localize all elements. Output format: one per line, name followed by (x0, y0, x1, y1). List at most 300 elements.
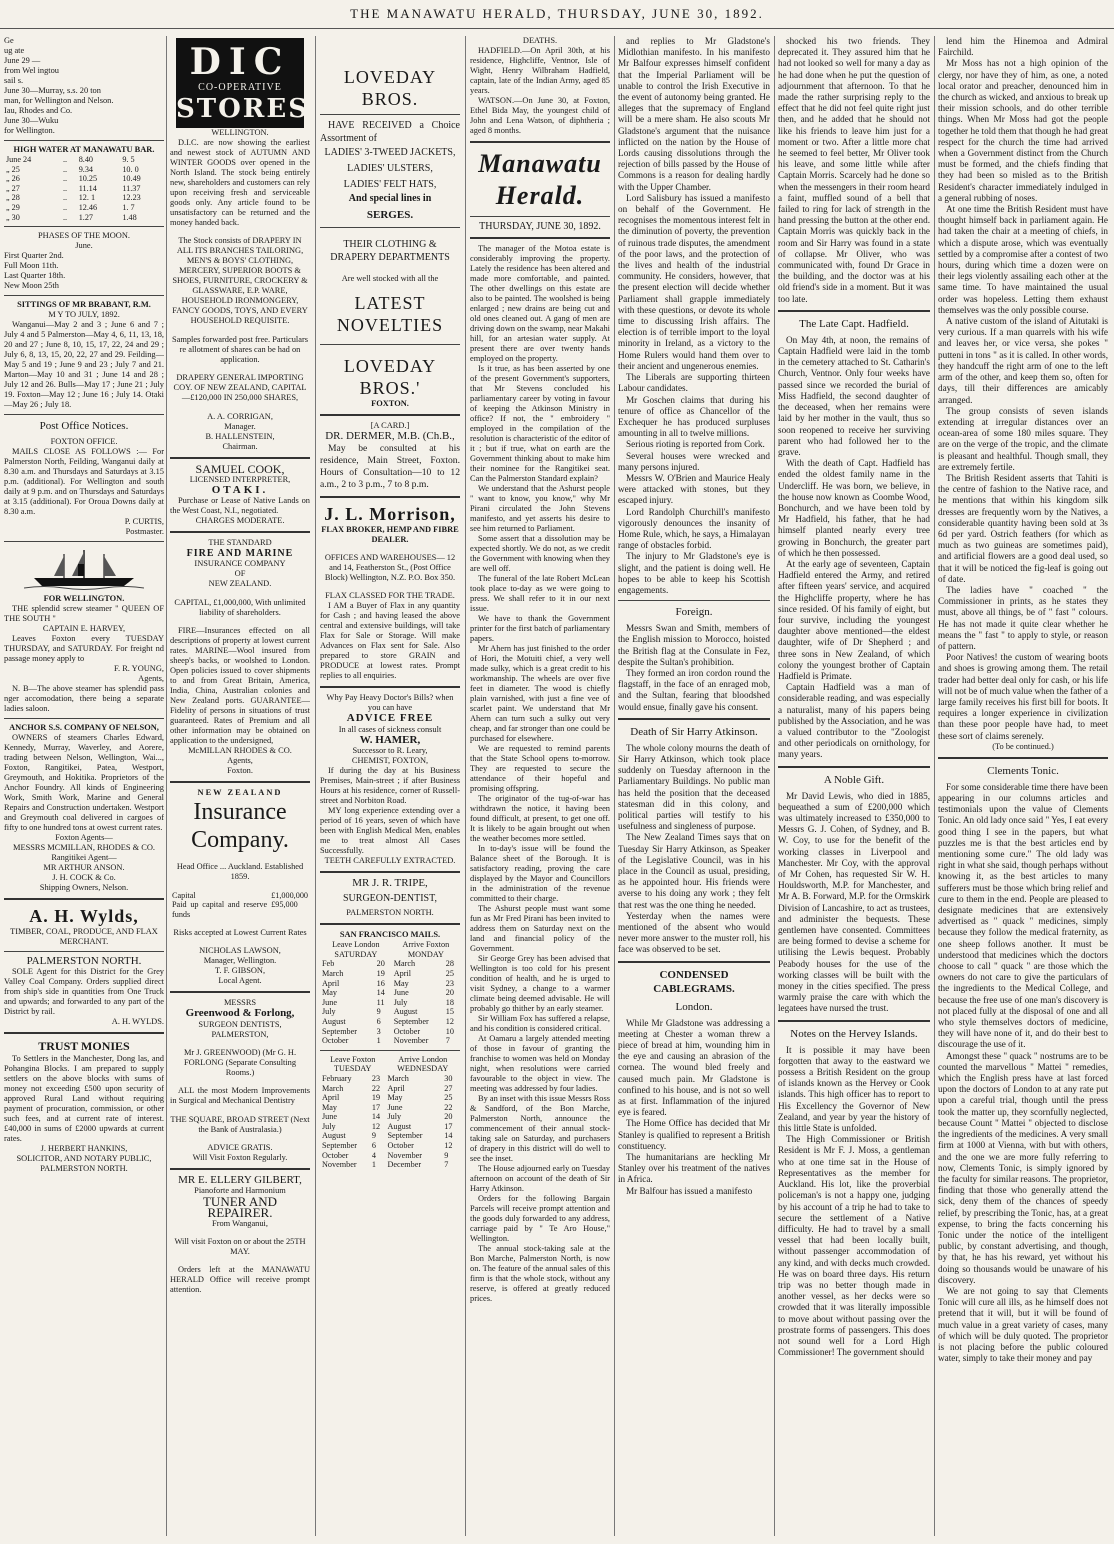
paper-date: THURSDAY, JUNE 30, 1892. (479, 221, 601, 232)
hervey-continued (938, 36, 1108, 742)
column-2 (170, 36, 310, 1536)
queen-agent-name: F. R. YOUNG, (114, 664, 164, 674)
table-cell: March (387, 1073, 409, 1083)
table-cell: June (387, 1102, 403, 1112)
moon-phase-line: Last Quarter 18th. (4, 271, 66, 281)
table-cell: May (322, 988, 338, 998)
column-4 (470, 36, 610, 1536)
fire-nz: NEW ZEALAND. (208, 579, 272, 589)
column-rule (774, 36, 775, 1536)
sf-mail-row (320, 1160, 460, 1170)
fire-sign-line: Agents, (227, 755, 253, 765)
queen-agent-title: Agents, (138, 674, 164, 684)
gilbert-big: TUNER AND REPAIRER. (202, 1194, 278, 1221)
dentist-subtitle: SURGEON DENTISTS, PALMERSTON, (198, 1019, 282, 1039)
moon-title: PHASES OF THE MOON. (38, 231, 130, 241)
paragraph: The Liberals are supporting thirteen Labour candidates. (618, 372, 770, 394)
tripe-place: PALMERSTON NORTH. (346, 908, 434, 918)
nzi-sign-line: NICHOLAS LAWSON, (199, 946, 281, 956)
sittings-subtitle: M Y TO JULY, 1892. (48, 310, 120, 320)
wylds-place: PALMERSTON NORTH. (26, 955, 142, 968)
loveday-latest: LATEST NOVELTIES (336, 293, 444, 336)
table-cell: 4 (371, 1150, 376, 1160)
table-cell: „ 30 (6, 212, 20, 222)
table-cell: 20 (376, 959, 385, 969)
paragraph: The Ashurst people must want some fun as Mr Fred Pirani has been invited to address them on Saturday next on the land and financial policy of the Government. (470, 904, 610, 954)
table-cell: .. (62, 202, 68, 212)
nzi-capital-row (170, 900, 310, 919)
dic-stock: The Stock consists of DRAPERY IN ALL ITS BRANCHES TAILORING, MEN'S & BOYS' CLOTHING, MERCERY, SUPERIOR BOOTS & SHOES, FURNITURE, CROCKERY & GLASSWARE, E.P. WARE, HOUSEHOLD IRONMONGERY, FANCY GOODS, TOYS, AND EVERY HOUSEHOLD REQUISITE. (172, 236, 308, 326)
loveday-departments: THEIR CLOTHING & DRAPERY DEPARTMENTS (330, 239, 450, 264)
dic-logo-letters: DIC (189, 41, 291, 83)
sf-head2-right: Arrive London WEDNESDAY (397, 1054, 449, 1074)
trust-sign (4, 1144, 164, 1174)
paragraph: The group consists of seven islands extending at irregular distances over an ocean-area of some 180 miles square. They are on the verge of the tropic, and the climate is pleasant and healthful. Though small, they are extremely fertile. (938, 405, 1108, 472)
table-cell: „ 29 (6, 202, 20, 212)
cook-place: OTAKI. (211, 483, 269, 496)
table-cell: October (387, 1141, 414, 1151)
table-cell: August (393, 1007, 418, 1017)
gilbert-from: From Wanganui, (212, 1218, 268, 1228)
table-cell: November (322, 1160, 357, 1170)
hamer-cases: In all cases of sickness consult (338, 724, 442, 734)
morrison-name: J. L. Morrison, (324, 503, 456, 524)
anchor-agent-line: MR ARTHUR ANSON. (43, 863, 125, 873)
sf-head2-left: Leave Foxton TUESDAY (330, 1054, 376, 1074)
table-cell: 18 (445, 997, 454, 1007)
wylds-sign: A. H. WYLDS. (111, 1017, 164, 1027)
table-cell: 20 (445, 988, 454, 998)
paragraph: Messrs W. O'Brien and Maurice Healy were attacked with stones, but they escaped injury. (618, 472, 770, 506)
table-cell: .. (62, 155, 68, 164)
table-cell: 17 (444, 1121, 453, 1131)
loveday-title-2: LOVEDAY BROS.' (343, 356, 437, 399)
paragraph: lend him the Hinemoa and Admiral Fairchild. (938, 36, 1108, 58)
table-cell: 27 (444, 1083, 453, 1093)
table-cell: 9. 5 (122, 155, 135, 164)
table-cell: August (322, 1131, 346, 1141)
table-cell: June (393, 988, 409, 998)
paragraph: The High Commissioner or British Resident is Mr F. J. Moss, a gentleman who at one time sat in the House of Representatives as the member for Auckland. His lot, like the proverbial policeman's is not a happy one, judging by his account of a trip he had to take to secure the settlement of a Native difficulty. He had to travel by a small vessel that had been locally built, without passenger accommodation of any kind, and with decks much crowded. He was on board three days. His return trip was no better though made in another vessel, as her decks were so crowded that it was literally impossible to move about without passing over the prostrate forms of passengers. This does not sound well for a Lord High Commissioner! The government should (778, 1134, 930, 1358)
wylds-name: A. H. Wylds, (29, 906, 139, 927)
hamer-text-2: MY long experience extending over a period of 16 years, seven of which have been with English Medical Men, enables me to treat almost All Cases Successfully. (320, 805, 460, 855)
dentist-text: ALL the most Modern Improvements in Surgical and Mechanical Dentistry (170, 1086, 310, 1106)
dic-place: WELLINGTON. (211, 128, 269, 137)
fire-sign (170, 746, 310, 776)
table-cell: 1.48 (122, 212, 137, 222)
moon-month: June. (75, 241, 93, 251)
cable-news (618, 1018, 770, 1197)
nzi-capital-table (170, 891, 310, 920)
gift-title: A Noble Gift. (823, 773, 885, 786)
column-rule (614, 36, 615, 1536)
table-cell: „ 27 (6, 183, 20, 193)
cook-text: Purchase or Lease of Native Lands on the West Coast, N.I., negotiated. (170, 495, 310, 515)
queen-title: FOR WELLINGTON. (43, 594, 125, 604)
table-cell: 12.23 (122, 193, 141, 203)
table-cell: 1 (371, 1160, 376, 1170)
column-7 (938, 36, 1108, 1536)
loveday-item: LADIES' 3-TWEED JACKETS, (324, 147, 456, 158)
fire-sign-line: McMILLAN RHODES & CO. (188, 745, 292, 755)
fire-text: FIRE—Insurances effected on all descriptions of property at lowest current rates. MARINE—Wool insured from sheep's backs, or woolshed to London. Open policies issued to cover shipments to and from Great Britain, America, India, China, Australian colonies and New Zealand ports. GUARANTEE—Fidelity of persons in situations of trust guaranteed. Rates of Premium and all other information may be obtained on application to the undersigned, (170, 625, 310, 745)
table-cell: April (322, 1093, 340, 1103)
table-cell: 12 (444, 1141, 453, 1151)
paragraph: and replies to Mr Gladstone's Midlothian manifesto. In his manifesto Mr Balfour expresses himself confident that the Imperial Parliament will be unable to control the Irish Executive in the event of autonomy being granted. He alleges that the supremacy of England will be a mere sham. He also scouts Mr Gladstone's argument that the nuisance inflicted on the nation by the House of Lords causing dissolutions through the rejection of bills passed by the House of Commons is a reason for dealing hardly with the Upper Chamber. (618, 36, 770, 192)
table-cell: £1,000,000 (271, 890, 308, 900)
anchor-title: ANCHOR S.S. COMPANY OF NELSON, (9, 723, 159, 733)
death-notice-2: WATSON.—On June 30, at Foxton, Ethel Bida May, the youngest child of John and Lena Watson, of diphtheria ; aged 8 months. (470, 96, 610, 135)
table-cell: 11 (376, 997, 385, 1007)
shipping-line: sail s. (4, 76, 24, 85)
gift-article (778, 791, 930, 1015)
column-1 (4, 36, 164, 1536)
paragraph: Serious rioting is reported from Cork. (626, 439, 765, 450)
hamer-advice: ADVICE FREE (346, 712, 434, 725)
wylds-text: SOLE Agent for this District for the Grey Valley Coal Company. Orders supplied direct from ship's side in quantities from One Truck and upwards; and forwarded to any part of the District by rail. (4, 967, 164, 1017)
atkinson-continued (778, 36, 930, 305)
table-cell: May (387, 1093, 403, 1103)
sf-mail-row (320, 988, 460, 998)
table-cell: .. (62, 174, 68, 184)
paragraph: They formed an iron cordon round the flagstaff, in the face of an enraged mob, and the Sultan, fearing that bloodshed would ensue, finally gave his consent. (618, 667, 770, 712)
table-cell: 30 (444, 1073, 453, 1083)
loveday-item: LADIES' FELT HATS, (343, 179, 437, 190)
table-cell: 25 (445, 968, 454, 978)
table-cell: 6 (376, 1016, 381, 1026)
anchor-agent-line: J. H. COCK & Co. (52, 873, 116, 883)
table-cell: April (322, 978, 340, 988)
table-cell: May (322, 1102, 338, 1112)
table-cell: October (322, 1036, 349, 1046)
sf-mail-row (320, 969, 460, 979)
table-cell: 1. 7 (122, 202, 135, 212)
table-cell: 7 (445, 1036, 450, 1046)
anchor-agent-line: Shipping Owners, Nelson. (39, 883, 129, 893)
post-office-subtitle: FOXTON OFFICE. (50, 437, 118, 447)
paragraph: Orders for the following Bargain Parcels will receive prompt attention and the goods duly forwarded to any address, carriage paid by " Te Aro House," Wellington. (470, 1194, 610, 1244)
moon-phase-line: First Quarter 2nd. (4, 251, 64, 261)
dic-samples: Samples forwarded post free. Particulars re allotment of shares can be had on application. (171, 334, 309, 364)
table-cell: 25 (444, 1093, 453, 1103)
paragraph: Lord Randolph Churchill's manifesto vigorously denounces the insanity of Home Rule, which, he says, a Himalayan range of obstacles forbid. (618, 506, 770, 551)
gilbert-text: Will visit Foxton on or about the 25TH MAY. (174, 1237, 306, 1257)
table-cell: October (393, 1026, 421, 1036)
morrison-office: OFFICES AND WAREHOUSES— 12 and 14, Featherston St., (Post Office Block) Wellington, N.Z. P.O. Box 350. (324, 553, 456, 582)
hamer-teeth: TEETH CAREFULLY EXTRACTED. (324, 855, 456, 865)
table-cell: June 24 (6, 155, 32, 164)
nzi-sign (170, 946, 310, 986)
paragraph: The British Resident asserts that Tahiti is the centre of fashion to the Native race, and he mentions that within his kingdom silk dresses are frequently worn by the Natives, a considerable quantity having been sold at 3s 6d per yard. Ostrich feathers (for which as much as two guineas are sometimes paid), and artificial flowers are a good deal used, so that it will be noticed the fig-leaf is going out of date. (938, 472, 1108, 584)
table-cell: Paid up capital and reserve funds (172, 900, 268, 919)
loveday-stocked: Are well stocked with all the (341, 274, 439, 284)
anchor-agent-line: MESSRS MCMILLAN, RHODES & CO. (13, 843, 155, 853)
shipping-line: June 29 — (4, 56, 41, 65)
paragraph: Lord Salisbury has issued a manifesto on behalf of the Government. He recognises the momentous interest felt in the diminution of poverty, the prevention of ruinous trade disputes, the amendment of the poor laws, and the protection of the lives and health of the industrial community. He considers, however, that the present election will decide whether Parliament shall grapple immediately with these questions, or devote its whole time to discussing Irish affairs. The election is of terrible import to the loyal minority in Ireland, as a victory to the Home Rulers would hand them over to their ancient and ungenerous enemies. (618, 192, 770, 371)
moon-phase-line: New Moon 25th (4, 281, 59, 291)
paragraph: shocked his two friends. They deprecated it. They assured him that he had not looked so well for many a day as he had done when he put the question of adjournment that afternoon. To that he made the rather surprising reply to the effect that he did not feel quite right just then, and he added that he should not like his friends to leave him just for a moment or two. After a little more chat he seemed to feel better, Mr Oliver took his leave, and some little while after Captain Morris. Scarcely had he done so when the messengers in their room heard a faint, muffled sound of a bell that failed to ring for lack of strength in the hand pressing the button at the other end. Captain Morris was quickly back in the room and Sir Harry was found in a state of collapse. Mr Oliver, who was communicated with, found Dr Grace in the building, and the doctor was at his old friend's side in a moment. But it was too late. (778, 36, 930, 304)
table-cell: September (393, 1016, 429, 1026)
table-cell: 8.40 (78, 155, 94, 164)
tide-row (4, 184, 164, 194)
dic-sign (170, 412, 310, 452)
table-cell: Capital (172, 890, 196, 900)
paragraph: Mr Ahern has just finished to the order of Hori, the Motuiti chief, a very well made sulky, which is a great credit to his workmanship. The wheels are over five feet in diameter. The wood is chiefly plain varnished, with just a fine vee of scarlet paint. We understand that Mr Ahern can turn such a sulky out very cheap, and far stronger than one could be purchased for elsewhere. (470, 644, 610, 744)
table-cell: 10.49 (122, 174, 141, 184)
sf-mail-row (320, 1151, 460, 1161)
paragraph: Yesterday when the names were mentioned of the absent who would never more answer to the muster roll, his face was observed to be set. (618, 910, 770, 955)
tide-row (4, 203, 164, 213)
table-cell: March (322, 1083, 344, 1093)
shipping-line: June 30—Wuku (4, 116, 59, 125)
deaths-title: DEATHS. (522, 36, 558, 45)
sf-mails-table-2 (320, 1055, 460, 1170)
anchor-agents (4, 833, 164, 893)
steamship-icon (24, 546, 144, 592)
paragraph: It is possible it may have been forgotten that away to the eastward we possess a British Resident on the group of islands known as the Hervey or Cook islands. This high officer has to report to His Excellency the Governor of New Zealand, and year by year the history of this little State is unfolded. (778, 1044, 930, 1134)
column-5 (618, 36, 770, 1536)
paragraph: Captain Hadfield was a man of considerable reading, and was especially a naturalist, many of his papers being published by the Association, and he was a valued contributor to the "Zoologist and other periodicals on ornithology, for many years. (778, 682, 930, 760)
nzi-big-title: Insurance Company. (191, 798, 289, 853)
loveday-text: HAVE RECEIVED a Choice Assortment of (320, 120, 460, 144)
nzi-sign-line: Local Agent. (218, 976, 262, 986)
atkinson-article (618, 743, 770, 956)
sf-head-right: Arrive Foxton MONDAY (402, 940, 450, 959)
tonic-article (938, 782, 1108, 1365)
paragraph: The Home Office has decided that Mr Stanley is qualified to represent a British constituency. (618, 1118, 770, 1151)
table-cell: October (322, 1150, 349, 1160)
shipping-line: from Wel ingtou (4, 66, 59, 75)
sf-mail-row (320, 998, 460, 1008)
gilbert-subtitle: Pianoforte and Harmonium (194, 1186, 286, 1196)
table-cell: £95,000 (271, 900, 298, 910)
trust-sign-line: J. HERBERT HANKINS, (40, 1144, 128, 1154)
dentist-advice: ADVICE GRATIS. (207, 1143, 273, 1153)
table-cell: 1 (376, 1036, 381, 1046)
shipping-line: man, for Wellington and Nelson. (4, 96, 114, 105)
paragraph: Some assert that a dissolution may be expected shortly. We do not, as we credit the Government with knowing when they are well off. (470, 534, 610, 574)
sf-head-left: Leave London SATURDAY (332, 940, 380, 959)
table-cell: September (322, 1141, 358, 1151)
paragraph: By an inset with this issue Messrs Ross & Sandford, of the Bon Marche, Palmerston North, announce the commencement of their annual stock-taking sale on Saturday, and purchasers of drapery in this district will do well to see the inset. (470, 1094, 610, 1164)
paragraph: The ladies have " coached " the Commissioner in prints, as he states they must, above all things, be of " fast " colours. He has not made it quite clear whether he means the " fast " to apply to style, or reason of pattern. (938, 584, 1108, 651)
post-office-text: MAILS CLOSE AS FOLLOWS :— For Palmerston North, Feilding, Wanganui daily at 8.30 a.m. and Thursdays and Saturdays at 3.15 p.m. (additional). For Wellington and south daily at 9 p.m. and on Thursdays and Saturdays at 3.15 (additional). For Oroua Downs daily at 8.30 a.m. (4, 447, 164, 517)
table-cell: „ 28 (6, 193, 20, 203)
table-cell: 15 (445, 1007, 454, 1017)
table-cell: 14 (371, 1112, 381, 1122)
tide-row (4, 155, 164, 165)
sf-mail-row (320, 1122, 460, 1132)
death-notice-1: HADFIELD.—On April 30th, at his residence, Highcliffe, Ventnor, Isle of Wight, Henry Wilbraham Hadfield, captain, late of the Indian Army, aged 85 years. (470, 46, 610, 95)
cook-subtitle: LICENSED INTERPRETER, (189, 474, 291, 484)
hamer-chemist: CHEMIST, FOXTON, (351, 755, 429, 765)
table-cell: November (393, 1036, 429, 1046)
sf-mail-row (320, 1093, 460, 1103)
postmaster-title: Postmaster. (125, 527, 164, 537)
table-cell: 9 (376, 1007, 381, 1017)
morrison-subtitle: FLAX BROKER, HEMP AND FIBRE DEALER. (321, 524, 459, 544)
table-cell: August (387, 1121, 412, 1131)
table-cell: February (322, 1073, 352, 1083)
morrison-flax: FLAX CLASSED FOR THE TRADE. (325, 591, 455, 601)
gilbert-name: MR E. ELLERY GILBERT, (178, 1174, 302, 1187)
paragraph: At Oamaru a largely attended meeting of those in favour of granting the franchise to women was held on Monday night, when resolutions were carried favourable to the object in view. The meeting was addressed by four ladies. (470, 1034, 610, 1094)
foreign-news (618, 623, 770, 713)
wylds-subtitle: TIMBER, COAL, PRODUCE, AND FLAX MERCHANT. (10, 927, 158, 947)
table-cell: August (322, 1016, 346, 1026)
trust-sign-line: PALMERSTON NORTH. (40, 1164, 128, 1174)
shipping-notices (4, 36, 164, 136)
table-cell: November (387, 1150, 423, 1160)
column-rule (166, 36, 167, 1536)
table-cell: December (387, 1160, 422, 1170)
table-cell: 9 (444, 1150, 449, 1160)
paragraph: On May 4th, at noon, the remains of Captain Hadfield were laid in the tomb in the cemetery attached to St. Catharin's Church, Ventnor. Only four weeks have passed since we recorded the burial of Miss Hadfield, the second daughter of the deceased, when her remains were laid by her mother in the vault, thus so soon reopened to receive her surviving parent who had followed her to the grave. (778, 334, 930, 457)
paragraph: At the early age of seventeen, Captain Hadfield entered the Army, and retired after fifteen years' service, and acquired the Highcliffe property, where he has since resided. Of his family of eight, but four survive, including the youngest daughter above mentioned—the eldest daughter, wife of Dr Shepherd ; and three sons in New Zealand, of which colony the youngest brother of Captain Hadfield is Primate. (778, 558, 930, 681)
dentist-messrs: MESSRS (223, 998, 257, 1008)
dic-company: DRAPERY GENERAL IMPORTING COY. OF NEW ZEALAND, CAPITAL—£120,000 IN 250,000 SHARES, (173, 373, 307, 403)
shipping-line: Iau, Rhodes and Co. (4, 106, 73, 115)
hadfield-article (778, 335, 930, 761)
dic-sign-line: Chairman. (222, 441, 258, 451)
loveday-items (320, 145, 460, 193)
paragraph: Several houses were wrecked and many persons injured. (618, 450, 770, 472)
table-cell: 10.25 (78, 174, 98, 184)
table-cell: 9.34 (78, 164, 94, 174)
nzi-title: NEW ZEALAND (197, 787, 283, 797)
paragraph: We are not going to say that Clements Tonic will cure all ills, as he himself does not pretend that it will, but it will be found of much value in a great variety of cases, many of which will be duly quoted. The proprietor is not placing before the public coloured water, simply to take their money and pay (938, 1285, 1108, 1364)
to-be-continued: (To be continued.) (992, 741, 1054, 751)
fire-sign-line: Foxton. (227, 765, 253, 775)
anchor-agent-line: Foxton Agents— (55, 833, 113, 843)
hervey-title: Notes on the Hervey Islands. (790, 1027, 918, 1040)
anchor-text: OWNERS of steamers Charles Edward, Kennedy, Murray, Waverley, and Aorere, trading between Nelson, Wellington, Wai..., Foxton, Rangitikei, Patea, Westport, Greymouth, and Hokitika. Proprietors of the Anchor Foundry. All kinds of Engineering Work, Smith Work, Marine and General Repairs and Construction undertaken. Westport and Greymouth coal delivered in cargoes of fifty to one hundred tons at owest current rates. (4, 733, 164, 833)
dic-text: D.I.C. are now showing the earliest and newest stock of AUTUMN AND WINTER GOODS over opened in the North Island. The stock being entirely new, shareholders and customers can rely upon receiving fresh and serviceable goods only. Any article found to be unsatisfactory can be returned and the money handed back. (170, 138, 310, 227)
table-cell: 17 (371, 1102, 381, 1112)
loveday-place: FOXTON. (371, 399, 409, 409)
cook-name: SAMUEL COOK, (195, 461, 285, 476)
tide-table (4, 155, 164, 222)
table-cell: July (322, 1007, 336, 1017)
nzi-office: Head Office ... Auckland. Established 1859. (176, 862, 304, 882)
paragraph: The originator of the tug-of-war has withdrawn the notice, it having been found difficult, at present, to get one off. It is likely to be again brought out when the weather becomes more settled. (470, 794, 610, 844)
dic-logo-coop: CO-OPERATIVE (198, 82, 282, 93)
dentist-visit: Will Visit Foxton Regularly. (192, 1153, 288, 1163)
sf-mail-row (320, 1027, 460, 1037)
sf-mail-row (320, 1084, 460, 1094)
table-cell: 23 (371, 1073, 381, 1083)
paragraph: Sir George Grey has been advised that Wellington is too cold for his present condition of health, and he is urged to visit Sydney, a change to a warmer climate being deemed advisable. He will probably go thither by an early steamer. (470, 954, 610, 1014)
nzi-sign-line: T. F. GIBSON, (214, 966, 266, 976)
table-cell: 14 (444, 1131, 453, 1141)
nzi-risks: Risks accepted at Lowest Current Rates (173, 927, 307, 937)
sf-mail-row (320, 1141, 460, 1151)
dic-sign-line: B. HALLENSTEIN, (205, 431, 275, 441)
table-cell: 22 (444, 1102, 453, 1112)
paragraph: Mr David Lewis, who died in 1885, bequeathed a sum of £200,000 which was ultimately increased to £350,000 to Messrs G. J. Cohen, of Sydney, and B. W. Coy, to use for the benefit of the working classes in Liverpool and Manchester. Mr Coy, with the approval of Mr Cohen, has requested Sir W. H. Houldsworth, M.P. for Manchester, and Mr A. B. Forward, M.P. for the Ormskirk Division of Lancashire, to act as trustees, and administer the bequests. These gentlemen have consented. Committees are being formed to devise a scheme for utilising the Lewis bequest. Probably Peabody houses for the use of the working classes will be built with the money in the cities specified. The press warmly praise the care with which the legatees have nursed the trust. (778, 790, 930, 1014)
sf-mail-row (320, 1017, 460, 1027)
table-cell: 10. 0 (122, 164, 139, 174)
tide-row (4, 213, 164, 223)
paragraph: Sir William Fox has suffered a relapse, and his condition is considered critical. (470, 1014, 610, 1034)
table-cell: 12 (371, 1121, 381, 1131)
table-cell: 1.27 (78, 212, 94, 222)
moon-phase-line: Full Moon 11th. (4, 261, 59, 271)
cook-charges: CHARGES MODERATE. (195, 515, 285, 525)
fire-subtitle-2: INSURANCE COMPANY (194, 559, 286, 569)
dic-logo (176, 38, 309, 128)
table-cell: 11.14 (78, 183, 97, 193)
masthead: THE MANAWATU HERALD, THURSDAY, JUNE 30, 1892. (0, 6, 1114, 29)
loveday-item: LADIES' ULSTERS, (347, 163, 433, 174)
sf-mail-row (320, 959, 460, 969)
sf-mail-row (320, 1112, 460, 1122)
sittings-text: Wanganui—May 2 and 3 ; June 6 and 7 ; July 4 and 5 Palmerston—May 4, 6, 11, 13, 18, 20 and 27 ; June 8, 10, 15, 17, 22, 24 and 29 ; July 6, 8, 13, 15, 20, 22, 27 and 29. Feilding—May 5 and 19 ; June 9 and 23 ; July 7 and 21. Marton—May 10 and 31 ; June 14 and 28 ; July 12 and 26. Bulls—May 17 ; June 21 ; July 19. Foxton—May 12 ; June 16 ; July 14. Otaki—May 26 ; July 18. (4, 320, 164, 410)
anchor-agent-line: Rangitikei Agent— (51, 853, 117, 863)
dentist-place: THE SQUARE, BROAD STREET (Next the Bank of Australasia.) (170, 1114, 310, 1134)
atkinson-title: Death of Sir Harry Atkinson. (630, 725, 758, 738)
queen-details: Leaves Foxton every TUESDAY THURSDAY, and SATURDAY. For freight nd passage money apply to (4, 634, 164, 664)
table-cell: 20 (444, 1112, 453, 1122)
table-cell: „ 26 (6, 174, 20, 184)
table-cell: July (387, 1112, 402, 1122)
shipping-line: ug ate (4, 46, 25, 55)
sf-mails-table-1 (320, 940, 460, 1046)
paragraph: Amongst these " quack " nostrums are to be counted the marvellous " Mattei " remedies, which the English press have at last forced upon the doctors of London to at any rate put upon a careful trial, though until the press took the matter up, they scornfully neglected, because Count " Mattei " objected to disclose the ingredients of the medicines. A very small firm at 1000 at Vienna, with but with others, and the one we are more fully referring to now, Clements Tonic, is simply ignored by the faculty for similar reasons. The proprietor, finding that those who generally attend the sick, deny them of the chances of speedy relief, by prescribing the Tonic, has, at a great expense, to bring the facts concerning his Tonic under the notice of the intelligent public, by constant advertising, and though, by that, he has his reward, yet without his doing so thousands would be unaware of his discovery. (938, 1050, 1108, 1285)
tide-row (4, 165, 164, 175)
sf-mail-row (320, 1007, 460, 1017)
table-cell: March (393, 959, 416, 969)
loveday-title: LOVEDAY BROS. (343, 67, 437, 109)
queen-nb: N. B—The above steamer has splendid pass nger accomodation, there being a separate ladies saloon. (4, 684, 164, 714)
postmaster-sign (4, 517, 164, 537)
table-cell: 19 (371, 1093, 381, 1103)
shipping-line: Ge (4, 36, 14, 45)
fire-capital: CAPITAL, £1,000,000, With unlimited liability of shareholders. (174, 597, 306, 617)
table-cell: .. (62, 183, 68, 193)
fire-title: THE STANDARD (208, 537, 272, 547)
table-cell: 12. 1 (78, 193, 96, 203)
sf-mail-row (320, 1131, 460, 1141)
dic-logo-stores: STORES (176, 94, 309, 124)
queen-captain: CAPTAIN E. HARVEY, (42, 624, 126, 634)
table-cell: .. (62, 212, 68, 222)
fire-subtitle: FIRE AND MARINE (186, 547, 294, 559)
nzi-sign-line: Manager, Wellington. (203, 956, 277, 966)
hamer-successor: Successor to R. Leary, (352, 745, 428, 755)
table-cell: 6 (371, 1141, 376, 1151)
table-cell: 12.46 (78, 202, 98, 212)
dermer-card: [A CARD.] (370, 421, 410, 431)
tide-title: HIGH WATER AT MANAWATU BAR. (13, 145, 155, 154)
sf-mails-title: SAN FRANCISCO MAILS. (339, 930, 441, 940)
table-cell: 19 (376, 968, 385, 978)
paragraph: We understand that the Ashurst people " want to know, you know," why Mr Pirani circulated the John Stevens manifesto, and yet asserts his desire to see him returned to Parliament. (470, 484, 610, 534)
column-6 (778, 36, 930, 1536)
hadfield-title: The Late Capt. Hadfield. (799, 317, 909, 330)
paragraph: The manager of the Motoa estate is considerably improving the property. Lately the residence has been altered and made more comfortable, and painted. The other dwellings on this estate are also to be painted. The woolshed is being enlarged ; new drains are being cut and old ones cleaned out. A gang of men are driving down on the swamp, near Makahi hill, for an artesian water supply. At present there are over twenty hands employed on the property. (470, 244, 610, 364)
tripe-name: MR J. R. TRIPE, (352, 876, 428, 889)
loveday-special: And special lines in (348, 193, 432, 204)
table-cell: .. (62, 164, 68, 174)
table-cell: September (322, 1026, 358, 1036)
paragraph: We have to thank the Government printer for the first batch of parliamentary papers. (470, 614, 610, 644)
sf-mail-row (320, 1036, 460, 1046)
table-cell: March (322, 968, 344, 978)
trust-sign-line: SOLICITOR, AND NOTARY PUBLIC, (16, 1154, 152, 1164)
table-cell: 7 (444, 1160, 449, 1170)
sf-mail-row (320, 979, 460, 989)
